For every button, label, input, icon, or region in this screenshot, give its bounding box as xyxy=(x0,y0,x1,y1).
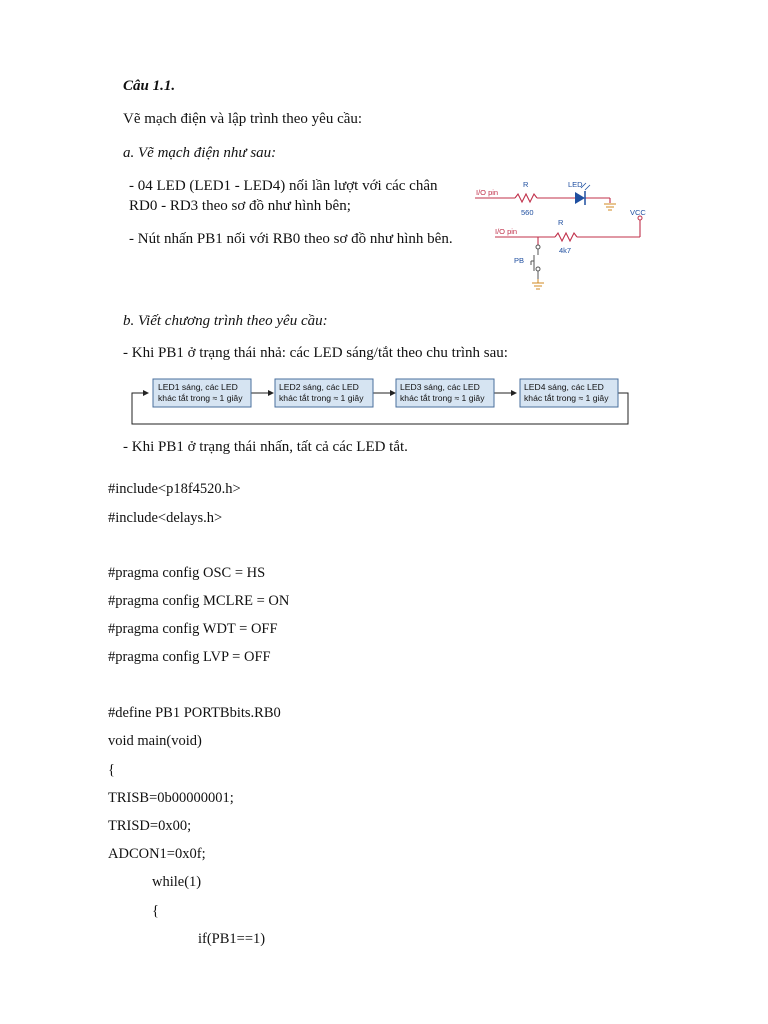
part-b-line1: - Khi PB1 ở trạng thái nhả: các LED sáng/tắt theo chu trình sau: xyxy=(123,345,508,361)
vcc-label: VCC xyxy=(630,208,646,217)
code-line: { xyxy=(152,903,159,919)
part-a-bullet1-line1: - 04 LED (LED1 - LED4) nối lần lượt với các chân xyxy=(129,178,438,194)
flow-box-1 xyxy=(153,379,251,407)
r1-label: R xyxy=(523,180,529,189)
code-line: #include<delays.h> xyxy=(108,510,223,526)
code-line: #define PB1 PORTBbits.RB0 xyxy=(108,705,281,721)
part-b-line2: - Khi PB1 ở trạng thái nhấn, tất cả các LED tắt. xyxy=(123,439,408,455)
code-line: ADCON1=0x0f; xyxy=(108,846,206,862)
flow-box-2 xyxy=(275,379,373,407)
question-intro: Vẽ mạch điện và lập trình theo yêu cầu: xyxy=(123,111,363,127)
part-a-bullet1-line2: RD0 - RD3 theo sơ đồ như hình bên; xyxy=(129,198,351,214)
code-line: #pragma config WDT = OFF xyxy=(108,621,278,637)
code-line: while(1) xyxy=(152,874,202,890)
flow-box-4 xyxy=(520,379,618,407)
flow-box-4-line2: khác tắt trong ≈ 1 giây xyxy=(524,393,609,403)
code-line: if(PB1==1) xyxy=(198,931,266,947)
led-cycle-flowchart xyxy=(128,374,638,428)
r1-value: 560 xyxy=(521,208,534,217)
code-line: #pragma config OSC = HS xyxy=(108,565,266,581)
ground-symbol-1 xyxy=(604,204,616,210)
flow-box-2-line2: khác tắt trong ≈ 1 giây xyxy=(279,393,364,403)
code-line: TRISB=0b00000001; xyxy=(108,790,234,806)
part-a-bullet2: - Nút nhấn PB1 nối với RB0 theo sơ đồ như hình bên. xyxy=(129,231,453,247)
r2-label: R xyxy=(558,218,564,227)
flow-box-3-line1: LED3 sáng, các LED xyxy=(400,382,480,392)
circuit-diagram xyxy=(470,175,660,300)
flow-box-3-line2: khác tắt trong ≈ 1 giây xyxy=(400,393,485,403)
flow-box-3 xyxy=(396,379,494,407)
flow-box-2-line1: LED2 sáng, các LED xyxy=(279,382,359,392)
question-title: Câu 1.1. xyxy=(123,78,176,94)
pb-label: PB xyxy=(514,256,525,265)
flow-box-1-line1: LED1 sáng, các LED xyxy=(158,382,238,392)
flow-box-1-line2: khác tắt trong ≈ 1 giây xyxy=(158,393,243,403)
code-line: void main(void) xyxy=(108,733,202,749)
part-a-heading: a. Vẽ mạch điện như sau: xyxy=(123,145,277,161)
r2-value: 4k7 xyxy=(559,246,572,255)
io-pin-label-2: I/O pin xyxy=(495,227,518,236)
io-pin-label-1: I/O pin xyxy=(476,188,499,197)
part-b-heading: b. Viết chương trình theo yêu cầu: xyxy=(123,313,328,329)
code-line: TRISD=0x00; xyxy=(108,818,192,834)
code-line: #pragma config MCLRE = ON xyxy=(108,593,290,609)
pushbutton-symbol xyxy=(531,245,540,279)
led-label: LED xyxy=(568,180,583,189)
code-line: #pragma config LVP = OFF xyxy=(108,649,271,665)
ground-symbol-2 xyxy=(532,279,544,289)
code-line: { xyxy=(108,762,115,778)
flow-box-4-line1: LED4 sáng, các LED xyxy=(524,382,604,392)
code-line: #include<p18f4520.h> xyxy=(108,481,241,497)
